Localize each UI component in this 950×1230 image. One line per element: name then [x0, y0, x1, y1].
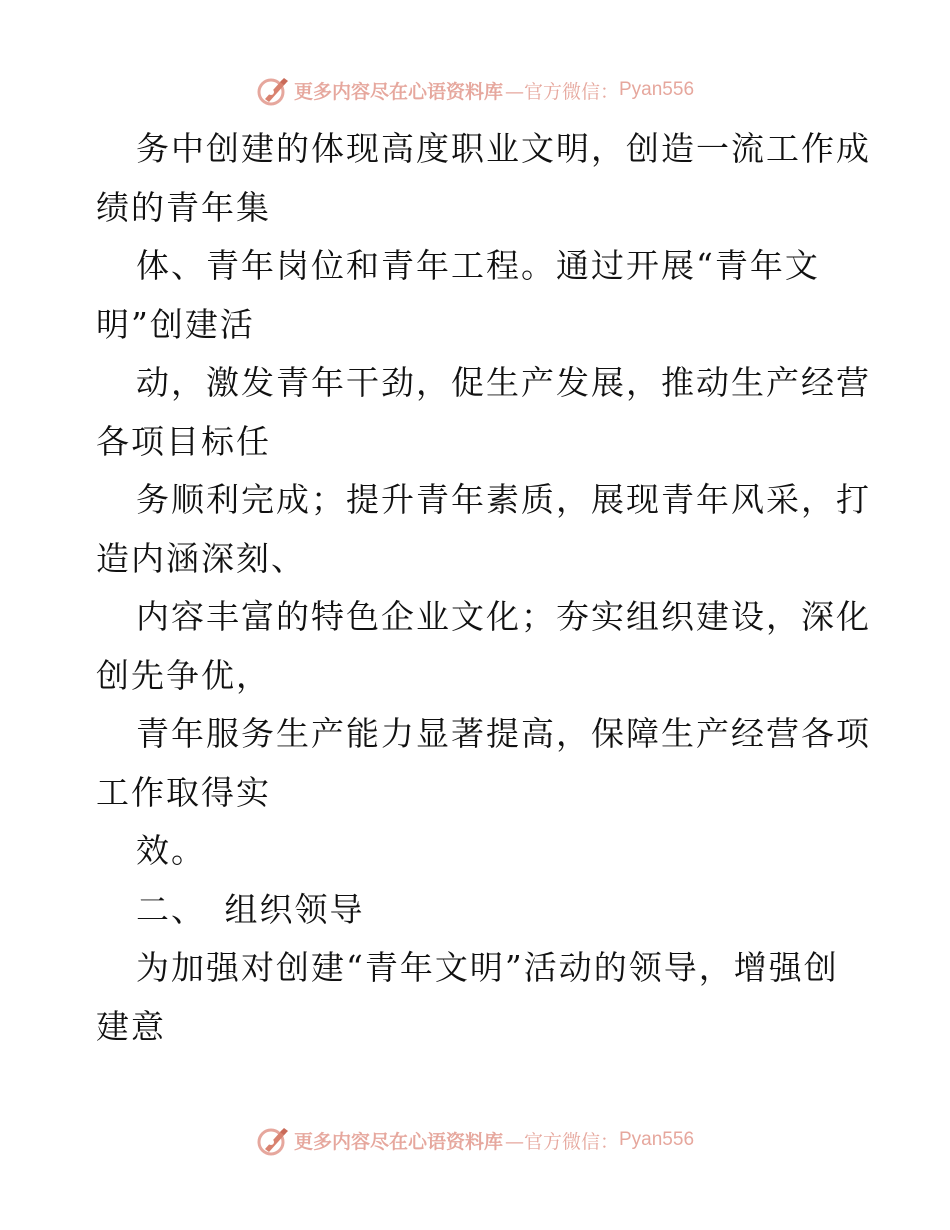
text-line: 效。: [136, 831, 206, 870]
text-line: 内容丰富的特色企业文化；夯实组织建设，深化: [136, 597, 871, 636]
watermark-text-id: Pyan556: [619, 79, 695, 100]
pen-logo-icon: [256, 73, 290, 107]
watermark-banner-top: [0, 70, 950, 110]
text-line: 青年服务生产能力显著提高，保障生产经营各项: [136, 714, 871, 753]
pen-logo-icon: [256, 1123, 290, 1157]
text-line: 创先争优，: [96, 655, 271, 695]
watermark-text-sub: —官方微信：: [504, 80, 619, 103]
text-line: 务中创建的体现高度职业文明，创造一流工作成: [136, 129, 871, 168]
document-body: [96, 120, 871, 1056]
text-line: 各项目标任: [96, 421, 271, 461]
watermark-text-id: Pyan556: [619, 1129, 695, 1150]
section-heading: 二、 组织领导: [136, 889, 365, 929]
watermark-banner-bottom: [0, 1120, 950, 1160]
text-line: 体、青年岗位和青年工程。通过开展“青年文: [136, 246, 820, 285]
watermark-text-main: 更多内容尽在心语资料库: [293, 1130, 503, 1153]
text-line: 造内涵深刻、: [96, 538, 306, 578]
watermark-text-main: 更多内容尽在心语资料库: [293, 80, 503, 103]
text-line: 绩的青年集: [96, 187, 271, 227]
text-line: 动，激发青年干劲，促生产发展，推动生产经营: [136, 363, 871, 402]
watermark-text-sub: —官方微信：: [504, 1130, 619, 1153]
text-line: 务顺利完成；提升青年素质，展现青年风采，打: [136, 480, 871, 519]
text-line: 工作取得实: [96, 772, 271, 812]
text-line: 明”创建活: [96, 304, 255, 344]
text-line: 建意: [96, 1006, 166, 1046]
text-line: 为加强对创建“青年文明”活动的领导，增强创: [136, 948, 839, 987]
